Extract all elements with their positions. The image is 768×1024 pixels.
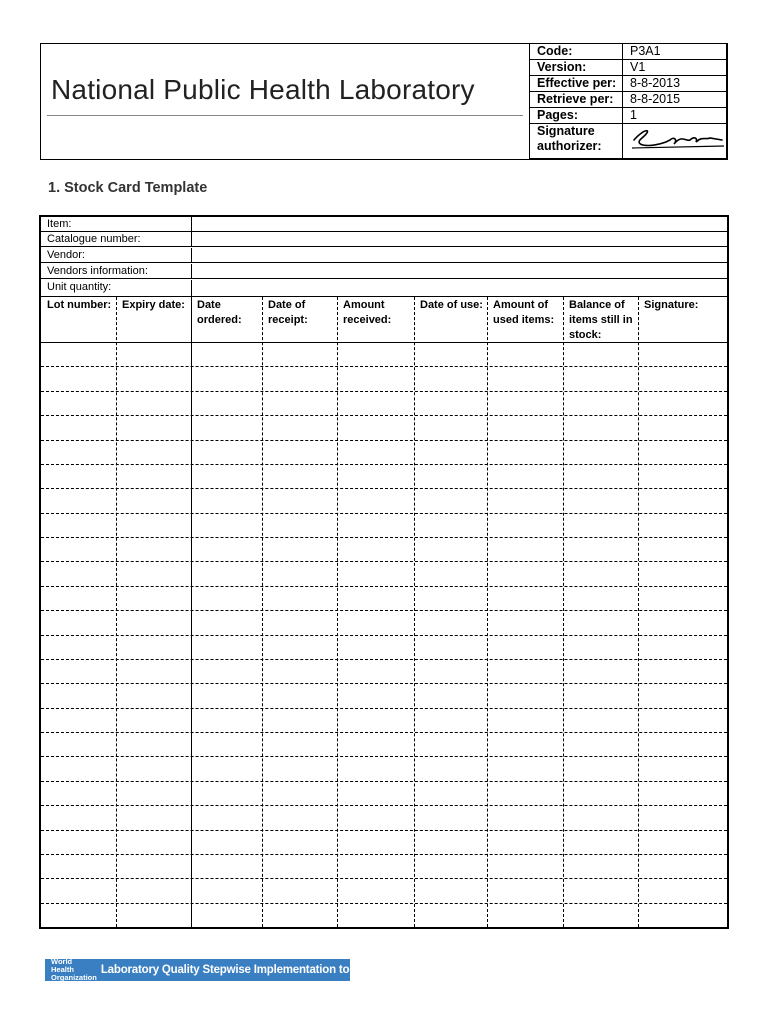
- row-separator: [41, 708, 727, 709]
- effective-label: Effective per:: [530, 76, 623, 92]
- col-date-ordered: Date ordered:: [197, 299, 242, 326]
- col-amount-used: Amount of used items:: [493, 299, 555, 326]
- stock-card-table: [39, 215, 729, 929]
- section-title: 1. Stock Card Template: [48, 180, 208, 196]
- signature-cell: [623, 124, 727, 159]
- info-row-vendors-info: [41, 264, 727, 279]
- header-rule: [41, 342, 727, 343]
- title-rule: [47, 115, 523, 116]
- row-separator: [41, 659, 727, 660]
- document-header: [40, 43, 728, 160]
- info-row-vendor: [41, 248, 727, 263]
- info-row-unit-quantity: [41, 280, 727, 297]
- col-date-of-receipt: Date of receipt:: [268, 299, 308, 326]
- row-separator: [41, 732, 727, 733]
- row-separator: [41, 513, 727, 514]
- col-lot-number: Lot number:: [47, 299, 112, 311]
- version-label: Version:: [530, 60, 623, 76]
- col-expiry-date: Expiry date:: [122, 299, 185, 311]
- code-label: Code:: [530, 44, 623, 60]
- who-org-name: World Health Organization: [51, 957, 97, 982]
- row-separator: [41, 683, 727, 684]
- row-separator: [41, 805, 727, 806]
- info-row-item: [41, 217, 727, 232]
- info-row-catalogue: [41, 232, 727, 247]
- vendors-information-label: Vendors information:: [47, 265, 148, 277]
- col-date-of-use: Date of use:: [420, 299, 483, 311]
- pages-value: 1: [623, 108, 727, 124]
- row-separator: [41, 464, 727, 465]
- col-signature: Signature:: [644, 299, 699, 311]
- document-meta-table: [529, 43, 727, 159]
- row-separator: [41, 781, 727, 782]
- row-separator: [41, 415, 727, 416]
- row-separator: [41, 756, 727, 757]
- row-separator: [41, 537, 727, 538]
- code-value: P3A1: [623, 44, 727, 60]
- row-separator: [41, 903, 727, 904]
- col-amount-received: Amount received:: [343, 299, 392, 326]
- row-separator: [41, 561, 727, 562]
- row-separator: [41, 440, 727, 441]
- row-separator: [41, 830, 727, 831]
- tool-name: Laboratory Quality Stepwise Implementation tool: [100, 964, 360, 976]
- effective-value: 8-8-2013: [623, 76, 727, 92]
- row-separator: [41, 488, 727, 489]
- retrieve-value: 8-8-2015: [623, 92, 727, 108]
- handwritten-signature: [630, 126, 726, 154]
- version-value: V1: [623, 60, 727, 76]
- unit-quantity-label: Unit quantity:: [47, 281, 112, 293]
- item-label: Item:: [47, 218, 72, 230]
- catalogue-number-label: Catalogue number:: [47, 233, 141, 245]
- row-separator: [41, 878, 727, 879]
- row-separator: [41, 391, 727, 392]
- vendor-label: Vendor:: [47, 249, 85, 261]
- row-separator: [41, 366, 727, 367]
- row-separator: [41, 586, 727, 587]
- row-separator: [41, 635, 727, 636]
- retrieve-label: Retrieve per:: [530, 92, 623, 108]
- pages-label: Pages:: [530, 108, 623, 124]
- footer-logo-strip: [45, 957, 360, 982]
- lab-title: National Public Health Laboratory: [51, 74, 475, 105]
- row-separator: [41, 610, 727, 611]
- row-separator: [41, 854, 727, 855]
- col-balance-in-stock: Balance of items still in stock:: [569, 299, 633, 341]
- signature-label: Signature authorizer:: [530, 124, 623, 159]
- title-area: [41, 44, 529, 159]
